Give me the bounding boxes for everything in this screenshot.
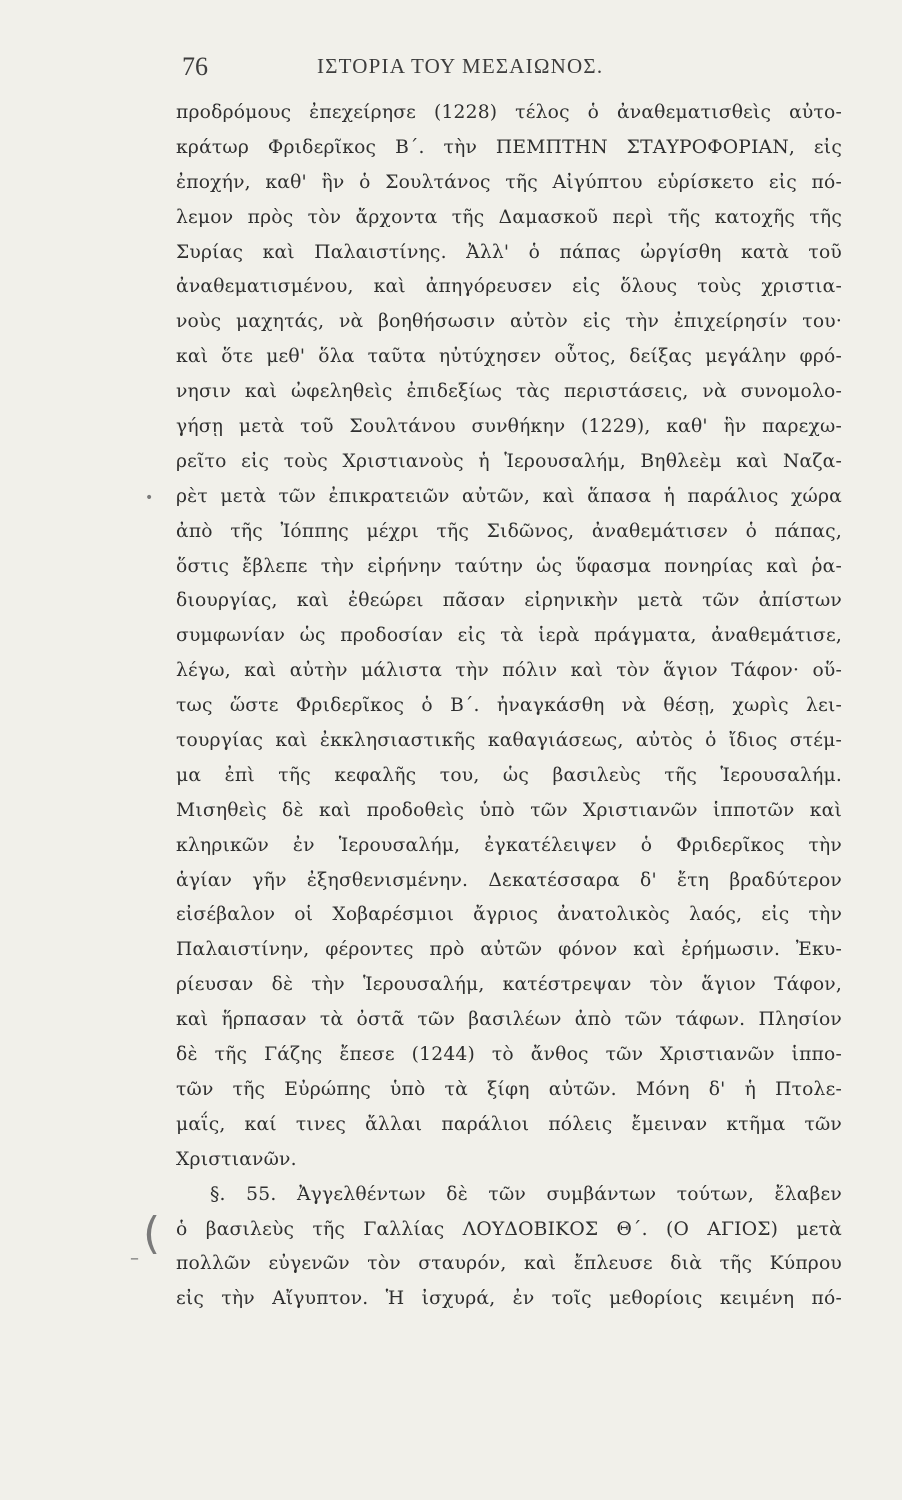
page-header	[0, 50, 902, 90]
running-title: ΙΣΤΟΡΙΑ ΤΟΥ ΜΕΣΑΙΩΝΟΣ.	[317, 54, 604, 78]
text-line: Μισηθεὶς δὲ καὶ προδοθεὶς ὑπὸ τῶν Χριστιανῶν ἱπποτῶν καὶ	[176, 799, 842, 821]
text-line: ρεῖτο εἰς τοὺς Χριστιανοὺς ἡ Ἱερουσαλήμ, Βηθλεὲμ καὶ Ναζα-	[176, 450, 842, 472]
margin-dot: •	[145, 490, 154, 506]
text-line: ὁ βασιλεὺς τῆς Γαλλίας ΛΟΥΔΟΒΙΚΟΣ Θ΄. (Ο ΑΓΙΟΣ) μετὰ	[176, 1218, 842, 1240]
margin-bracket: (	[143, 1208, 161, 1259]
text-line: δὲ τῆς Γάζης ἔπεσε (1244) τὸ ἄνθος τῶν Χριστιανῶν ἱππο-	[176, 1044, 842, 1066]
text-line: πολλῶν εὐγενῶν τὸν σταυρόν, καὶ ἔπλευσε διὰ τῆς Κύπρου	[176, 1253, 842, 1275]
text-line: κράτωρ Φριδερῖκος Β΄. τὴν ΠΕΜΠΤΗΝ ΣΤΑΥΡΟΦΟΡΙΑΝ, εἰς	[176, 136, 842, 158]
text-line: Συρίας καὶ Παλαιστίνης. Ἀλλ' ὁ πάπας ὠργίσθη κατὰ τοῦ	[176, 241, 842, 263]
text-line: τῶν τῆς Εὐρώπης ὑπὸ τὰ ξίφη αὐτῶν. Μόνη δ' ἡ Πτολε-	[176, 1078, 842, 1100]
text-line: νησιν καὶ ὠφεληθεὶς ἐπιδεξίως τὰς περιστάσεις, νὰ συνομολο-	[176, 381, 842, 403]
text-line: ἁγίαν γῆν ἐξησθενισμένην. Δεκατέσσαρα δ' ἔτη βραδύτερον	[176, 869, 842, 891]
paragraph-end-line: Χριστιανῶν.	[176, 1148, 297, 1170]
text-line: ἀναθεματισμένου, καὶ ἀπηγόρευσεν εἰς ὅλους τοὺς χριστια-	[176, 276, 842, 298]
text-line: καὶ ὅτε μεθ' ὅλα ταῦτα ηὐτύχησεν οὗτος, δείξας μεγάλην φρό-	[176, 346, 842, 368]
text-line: τουργίας καὶ ἐκκλησιαστικῆς καθαγιάσεως, αὐτὸς ὁ ἴδιος στέμ-	[176, 730, 842, 752]
text-line: συμφωνίαν ὡς προδοσίαν εἰς τὰ ἱερὰ πράγματα, ἀναθεμάτισε,	[176, 625, 842, 647]
text-line: τως ὥστε Φριδερῖκος ὁ Β΄. ἠναγκάσθη νὰ θέσῃ, χωρὶς λει-	[176, 695, 842, 717]
text-line: διουργίας, καὶ ἐθεώρει πᾶσαν εἰρηνικὴν μετὰ τῶν ἀπίστων	[176, 590, 842, 612]
body-text	[176, 96, 842, 1317]
text-line: λεμον πρὸς τὸν ἄρχοντα τῆς Δαμασκοῦ περὶ τῆς κατοχῆς τῆς	[176, 206, 842, 228]
text-line: εἰς τὴν Αἴγυπτον. Ἡ ἰσχυρά, ἐν τοῖς μεθορίοις κειμένη πό-	[176, 1288, 842, 1310]
text-line: μαΐς, καί τινες ἄλλαι παράλιοι πόλεις ἔμειναν κτῆμα τῶν	[176, 1113, 842, 1135]
text-line: κληρικῶν ἐν Ἱερουσαλήμ, ἐγκατέλειψεν ὁ Φριδερῖκος τὴν	[176, 834, 842, 856]
text-line: προδρόμους ἐπεχείρησε (1228) τέλος ὁ ἀναθεματισθεὶς αὐτο-	[176, 102, 842, 123]
text-line: εἰσέβαλον οἱ Χοβαρέσμιοι ἄγριος ἀνατολικὸς λαός, εἰς τὴν	[176, 904, 842, 926]
margin-dash: –	[130, 1248, 139, 1269]
text-line: ρὲτ μετὰ τῶν ἐπικρατειῶν αὐτῶν, καὶ ἅπασα ἡ παράλιος χώρα	[176, 485, 842, 507]
text-line: καὶ ἥρπασαν τὰ ὀστᾶ τῶν βασιλέων ἀπὸ τῶν τάφων. Πλησίον	[176, 1009, 842, 1031]
text-line: μα ἐπὶ τῆς κεφαλῆς του, ὡς βασιλεὺς τῆς Ἱερουσαλήμ.	[176, 764, 842, 786]
text-line: ἐποχήν, καθ' ἣν ὁ Σουλτάνος τῆς Αἰγύπτου εὑρίσκετο εἰς πό-	[176, 171, 842, 193]
section-start-line: §. 55. Ἀγγελθέντων δὲ τῶν συμβάντων τούτων, ἔλαβεν	[210, 1183, 842, 1205]
text-line: ρίευσαν δὲ τὴν Ἱερουσαλήμ, κατέστρεψαν τὸν ἅγιον Τάφον,	[176, 974, 842, 996]
text-line: νοὺς μαχητάς, νὰ βοηθήσωσιν αὐτὸν εἰς τὴν ἐπιχείρησίν του·	[176, 311, 842, 333]
text-line: γήσῃ μετὰ τοῦ Σουλτάνου συνθήκην (1229), καθ' ἣν παρεχω-	[176, 416, 842, 438]
text-line: Παλαιστίνην, φέροντες πρὸ αὐτῶν φόνον καὶ ἐρήμωσιν. Ἐκυ-	[176, 939, 842, 961]
text-line: λέγω, καὶ αὐτὴν μάλιστα τὴν πόλιν καὶ τὸν ἅγιον Τάφον· οὕ-	[176, 660, 842, 682]
text-line: ἀπὸ τῆς Ἰόππης μέχρι τῆς Σιδῶνος, ἀναθεμάτισεν ὁ πάπας,	[176, 520, 842, 542]
page-number: 76	[182, 52, 208, 81]
text-line: ὅστις ἔβλεπε τὴν εἰρήνην ταύτην ὡς ὕφασμα πονηρίας καὶ ῥα-	[176, 555, 842, 577]
